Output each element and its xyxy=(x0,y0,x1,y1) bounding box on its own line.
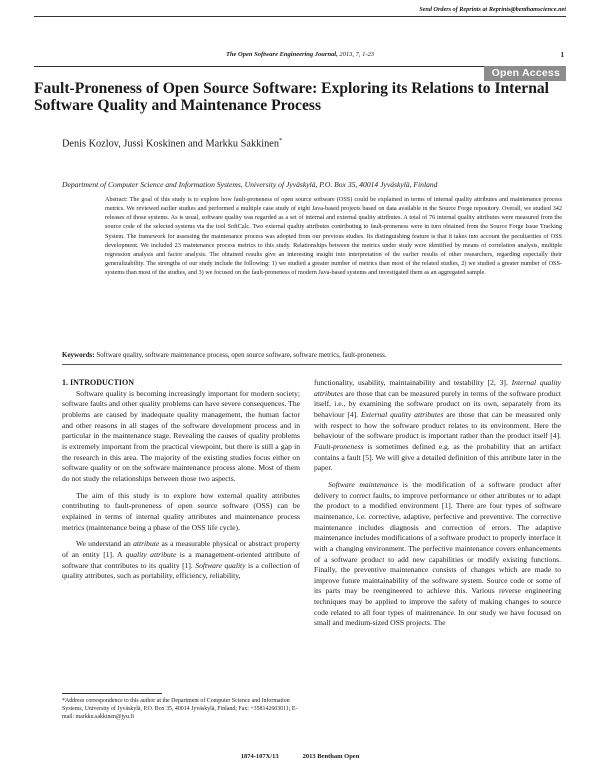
p3-text-g: is a collection of quality attributes, such as portability, efficiency, reliability, xyxy=(62,560,300,581)
r1-text-a: functionality, usability, maintainability and testability [2, 3]. xyxy=(314,378,512,387)
journal-volume: 2013, 7, 1-23 xyxy=(337,51,375,58)
intro-paragraph-2: The aim of this study is to explore how external quality attributes contributing to fault-proneness of open source software (OSS) can be explained in terms of internal quality attributes and maintenance process metrics (maintenance being a phase of the OSS life cycle). xyxy=(62,490,300,532)
reprints-notice: Send Orders of Reprints at Reprints@benthamscience.net xyxy=(419,6,566,13)
body-left-column xyxy=(62,378,300,582)
p3-text-e: is a management-oriented attribute of software that contributes to its quality [1]. xyxy=(62,549,300,570)
term-external-quality: External quality attributes xyxy=(361,409,444,419)
keywords-rule xyxy=(62,364,562,365)
term-software-quality: Software quality xyxy=(195,560,246,570)
intro-paragraph-4 xyxy=(314,480,561,629)
r1-text-e: are those that can be measured only with respect to how the software product relates to its environment. Here the behaviour of the software product is important rather than the product itself [4]. xyxy=(314,409,561,441)
p3-text-c: as a measurable physical or abstract property of an entity [1]. A xyxy=(62,539,300,559)
page-number: 1 xyxy=(560,51,564,59)
keywords-label: Keywords: xyxy=(62,351,95,359)
article-title: Fault-Proneness of Open Source Software: Exploring its Relations to Internal Software Quality and Maintenance Process xyxy=(34,80,550,114)
term-internal-quality: Internal quality attributes xyxy=(314,378,561,398)
keywords-list: Software quality, software maintenance process, open source software, software metrics, fault-proneness. xyxy=(94,352,387,359)
p3-text-a: We understand an xyxy=(76,539,134,549)
body-right-column xyxy=(314,378,561,629)
journal-name: The Open Software Engineering Journal, xyxy=(225,51,338,58)
issn: 1874-107X/13 xyxy=(240,753,279,760)
correspondence-footnote: *Address correspondence to this author at the Department of Computer Science and Information Systems, University of Jyväskylä, P.O. Box 35, 40014 Jyväskylä, Finland; Fax: +358142603011; E-mail: markku.sakkinen@jyu.fi xyxy=(62,698,298,721)
author-names: Denis Kozlov, Jussi Koskinen and Markku Sakkinen xyxy=(62,138,279,150)
term-software-maintenance: Software maintenance xyxy=(328,479,399,489)
author-affiliation: Department of Computer Science and Information Systems, University of Jyväskylä, P.O. Box 35, 40014 Jyväskylä, Finland xyxy=(62,180,438,189)
publisher-copyright: 2013 Bentham Open xyxy=(302,753,360,760)
intro-paragraph-1: Software quality is becoming increasingly important for modern society; software faults and other quality problems can have severe consequences. The problems are caused by inadequate quality management, the human factor and other reasons in all stages of the software development process and in particular in the maintenance stage. Revealing the causes of quality problems is extremely important from the practical viewpoint, but there is still a gap in the research in this area. The majority of the existing studies focus either on software quality or on the software maintenance process alone. Most of them do not study the relationships between those two aspects. xyxy=(62,388,300,483)
abstract: Abstract: The goal of this study is to explore how fault-proneness of open source software (OSS) could be explained in terms of internal quality attributes and maintenance process metrics. We reviewed earlier studies and performed a multiple case study of eight Java-based projects based on data available in the Source Forge repository. Overall, we studied 342 releases of those systems. As is usual, software quality was regarded as a set of internal and external quality attributes. A total of 76 internal quality attributes were measured from the source code of the selected systems via the tool SoftCalc. Two external quality attributes contributing to fault-proneness were in turn obtained from the Source Forge Issue Tracking System. The framework for assessing the maintenance process was adopted from our previous studies. Its distinguishing feature is that it takes into account the peculiarities of OSS development. We included 23 maintenance process metrics to this study. Relationships between the metrics under study were identified by means of correlation analysis, multiple regression analysis and factor analysis. The obtained results give an interesting insight into interpretation of the earlier results of other researchers, regarding especially their generalizability. The strengths of our study include the following: 1) we studied a greater number of metrics than most of the related studies, 2) we studied a greater number of OSS-systems than most of the studies, and 3) we focused on the fault-proneness of modern Java-based systems and investigated them as an aggregated sample. xyxy=(105,196,562,277)
page-footer xyxy=(0,753,600,760)
r1-text-c: are those that can be measured purely in terms of the software product itself, i.e., by examining the software product on its own, separately from its behaviour [4]. xyxy=(314,388,561,419)
term-quality-attribute: quality attribute xyxy=(125,549,177,559)
journal-citation xyxy=(0,51,600,58)
section-heading-introduction: 1. INTRODUCTION xyxy=(62,378,135,387)
term-attribute: attribute xyxy=(133,539,160,549)
intro-paragraph-3-continued xyxy=(314,378,561,474)
keywords xyxy=(62,351,562,359)
footnote-rule xyxy=(62,693,162,694)
open-access-badge: Open Access xyxy=(484,66,566,81)
intro-paragraph-3 xyxy=(62,539,300,582)
term-fault-proneness: Fault-proneness xyxy=(314,441,364,451)
corresponding-author-mark: * xyxy=(278,137,283,144)
header-rule xyxy=(34,16,566,17)
r2-text-b: is the modification of a software product after delivery to correct faults, to improve performance or other attributes or to adapt the product to a modified environment [1]. There are four types of software maintenance, i.e. corrective, adaptive, perfective and preventive. The corrective maintenance includes diagnosis and correction of errors. The adaptive maintenance includes modifications of a software product to properly interface it with a changing environment. The perfective maintenance covers enhancements of a software product to add new capabilities or modify existing functions. Finally, the preventive maintenance consists of changes which are made to improve future maintainability of the software system. Source code or some of its parts may be reengineered to achieve this. Various reverse engineering techniques may be applied to improve the safety of making changes to source code related to all four types of maintenance. In our study we have focused on small and medium-sized OSS projects. The xyxy=(314,479,562,628)
r1-text-g: is sometimes defined e.g. as the probability that an artifact contains a fault [5]. We will give a detailed definition of this attribute later in the paper. xyxy=(314,441,561,473)
article-authors xyxy=(62,137,282,149)
